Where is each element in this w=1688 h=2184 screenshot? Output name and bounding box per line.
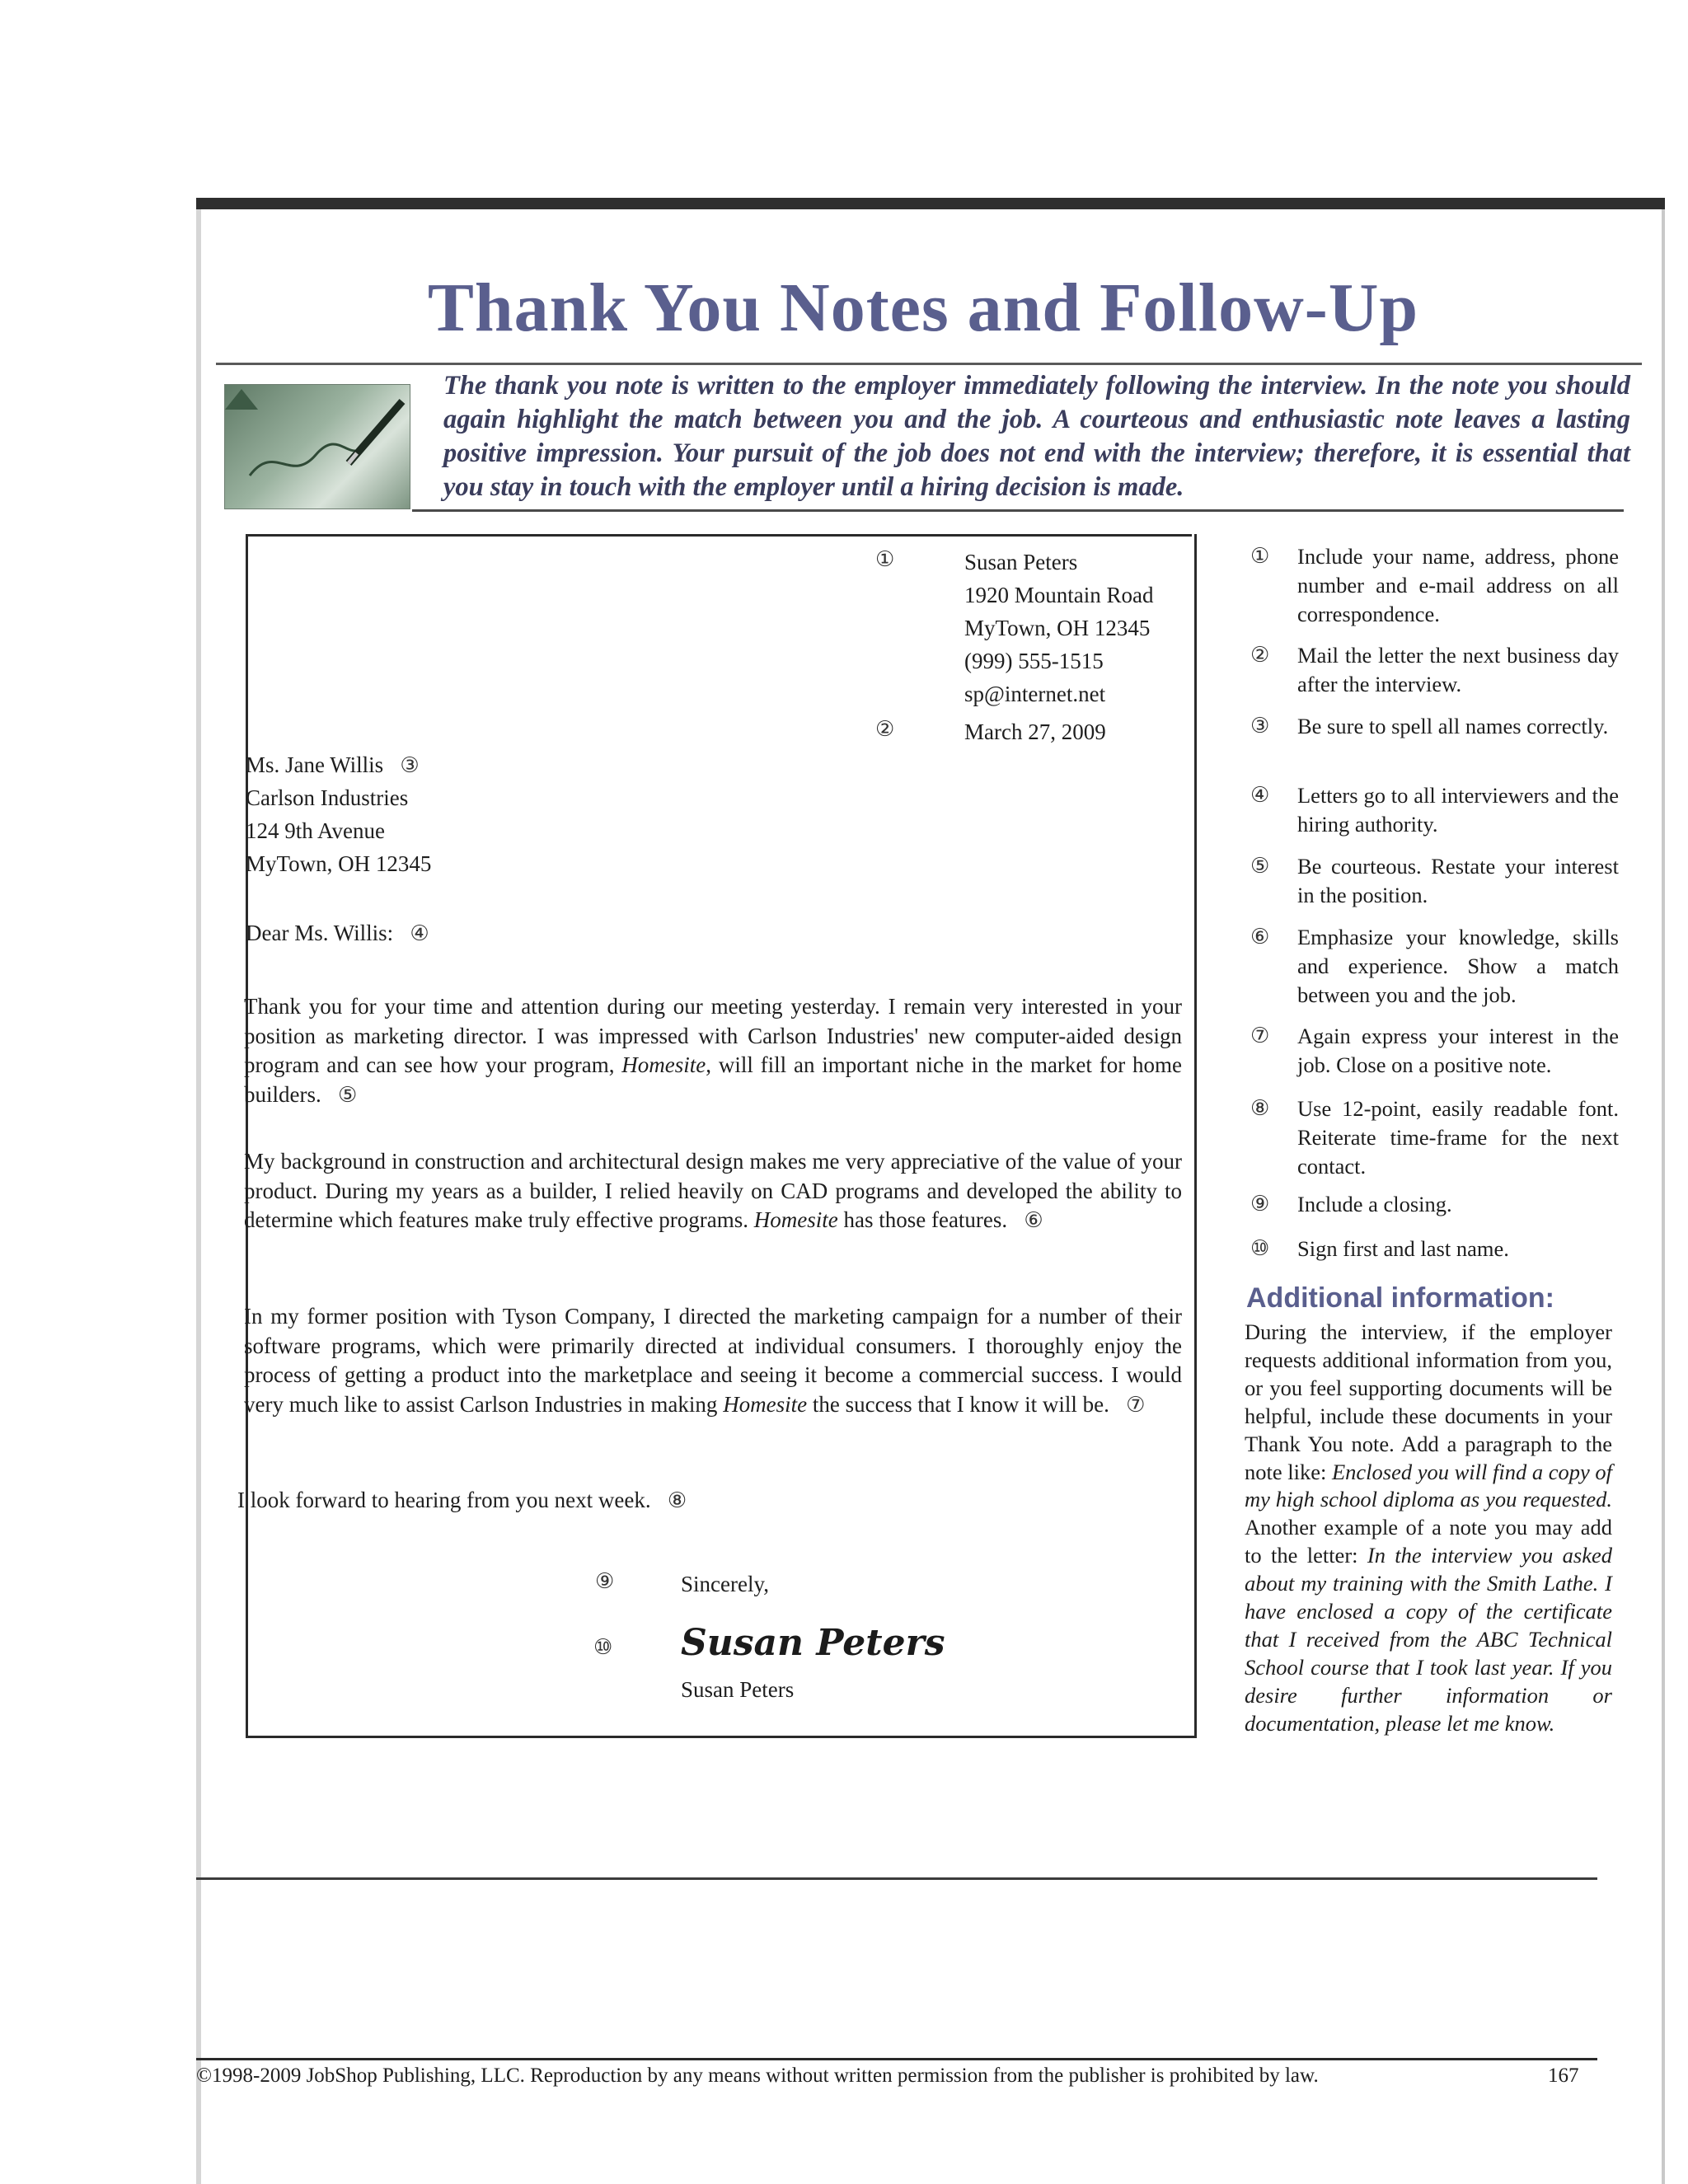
bottom-divider xyxy=(196,1877,1597,1880)
letter-paragraph-1: Thank you for your time and attention during our meeting yesterday. I remain very interested in your position as marketing director. I was impressed with Carlson Industries' new computer-aided design program and can see how your program, Homesite, will fill an important niche in the market for home builders. ⑤ xyxy=(244,994,1182,1108)
footer-divider xyxy=(196,2058,1597,2060)
tip-item: Sign first and last name. xyxy=(1297,1236,1509,1261)
printed-name: Susan Peters xyxy=(681,1677,795,1702)
pen-signing-image xyxy=(224,384,410,509)
page-number: 167 xyxy=(1548,2064,1579,2087)
copyright-footer: ©1998-2009 JobShop Publishing, LLC. Reproduction by any means without written permission from the publisher is prohibited by law. xyxy=(196,2064,1319,2087)
letter-closing: Sincerely, xyxy=(681,1572,769,1596)
additional-info-heading: Additional information: xyxy=(1246,1282,1554,1314)
marker-6: ⑥ xyxy=(1024,1208,1043,1233)
tip-item: Letters go to all interviewers and the hiring authority. xyxy=(1297,783,1619,837)
letter-date: March 27, 2009 xyxy=(964,719,1106,744)
tip-number: ④ xyxy=(1250,783,1270,808)
tip-number: ① xyxy=(1250,544,1270,569)
tip-number: ⑧ xyxy=(1250,1096,1270,1121)
recipient-name: Ms. Jane Willis ③ xyxy=(246,752,420,778)
marker-8: ⑧ xyxy=(667,1488,687,1513)
marker-10: ⑩ xyxy=(593,1635,613,1660)
sender-phone: (999) 555-1515 xyxy=(964,649,1104,673)
tip-item: Be sure to spell all names correctly. xyxy=(1297,714,1609,738)
recipient-street: 124 9th Avenue xyxy=(246,818,385,843)
intro-divider xyxy=(412,509,1624,512)
tip-number: ③ xyxy=(1250,714,1270,738)
salutation: Dear Ms. Willis: ④ xyxy=(246,921,429,946)
tip-item: Include your name, address, phone number and e-mail address on all correspondence. xyxy=(1297,544,1619,626)
tip-item: Again express your interest in the job. Close on a positive note. xyxy=(1297,1024,1619,1077)
sender-email: sp@internet.net xyxy=(964,682,1106,706)
handwritten-signature: Susan Peters xyxy=(681,1622,945,1664)
tip-item: Use 12-point, easily readable font. Reiterate time-frame for the next contact. xyxy=(1297,1096,1619,1179)
letter-paragraph-3: In my former position with Tyson Company, I directed the marketing campaign for a number of their software programs, which were primarily directed at individual consumers. I thoroughly enjoy the process of getting a product into the marketplace and seeing it become a commercial success. I would very much like to assist Carlson Industries in making Homesite the success that I know it will be. ⑦ xyxy=(244,1304,1182,1418)
page-right-edge xyxy=(1662,198,1665,2184)
marker-5: ⑤ xyxy=(338,1082,358,1108)
letter-paragraph-2: My background in construction and architectural design makes me very appreciative of the value of your product. During my years as a builder, I relied heavily on CAD programs and developed the ability to determine which features make truly effective programs. Homesite has those features. ⑥ xyxy=(244,1149,1182,1233)
pen-signing-icon xyxy=(225,385,410,509)
tip-number: ⑥ xyxy=(1250,925,1270,949)
tip-number: ⑤ xyxy=(1250,854,1270,879)
marker-3: ③ xyxy=(400,753,420,778)
recipient-city: MyTown, OH 12345 xyxy=(246,851,432,876)
tip-item: Include a closing. xyxy=(1297,1192,1452,1216)
tip-item: Emphasize your knowledge, skills and experience. Show a match between you and the job. xyxy=(1297,925,1619,1007)
top-border-bar xyxy=(196,198,1665,209)
tip-item: Be courteous. Restate your interest in the position. xyxy=(1297,854,1619,907)
marker-1: ① xyxy=(875,547,895,572)
intro-text: The thank you note is written to the employer immediately following the interview. In the note you should again highlight the match between you and the job. A courteous and enthusiastic note leaves a lasting positive impression. Your pursuit of the job does not end with the interview; therefore, it is essential that you stay in touch with the employer until a hiring decision is made. xyxy=(443,371,1630,502)
sender-city: MyTown, OH 12345 xyxy=(964,616,1151,640)
sender-street: 1920 Mountain Road xyxy=(964,583,1154,607)
sender-name: Susan Peters xyxy=(964,550,1078,574)
tip-number: ⑩ xyxy=(1250,1236,1270,1261)
title-divider xyxy=(216,363,1642,365)
additional-info-text: During the interview, if the employer requests additional information from you, or you feel supporting documents will be helpful, include these documents in your Thank You note. Add a paragraph to the note like: Enclosed you will find a copy of my high school diploma as you requested. Another example of a note you may add to the letter: In the interview you asked about my training with the Smith Lathe. I have enclosed a copy of the certificate that I received from the ABC Technical School course that I took last year. If you desire further information or documentation, please let me know. xyxy=(1245,1319,1613,1736)
recipient-company: Carlson Industries xyxy=(246,785,409,810)
marker-4: ④ xyxy=(410,921,429,946)
tip-number: ⑨ xyxy=(1250,1192,1270,1216)
tip-item: Mail the letter the next business day after the interview. xyxy=(1297,643,1619,696)
letter-paragraph-4: I look forward to hearing from you next week. ⑧ xyxy=(237,1488,687,1513)
tip-number: ② xyxy=(1250,643,1270,668)
marker-9: ⑨ xyxy=(595,1569,615,1594)
page-left-edge xyxy=(196,198,201,2184)
tip-number: ⑦ xyxy=(1250,1024,1270,1048)
marker-7: ⑦ xyxy=(1126,1392,1146,1418)
marker-2: ② xyxy=(875,717,895,742)
page-title: Thank You Notes and Follow-Up xyxy=(427,269,1419,346)
